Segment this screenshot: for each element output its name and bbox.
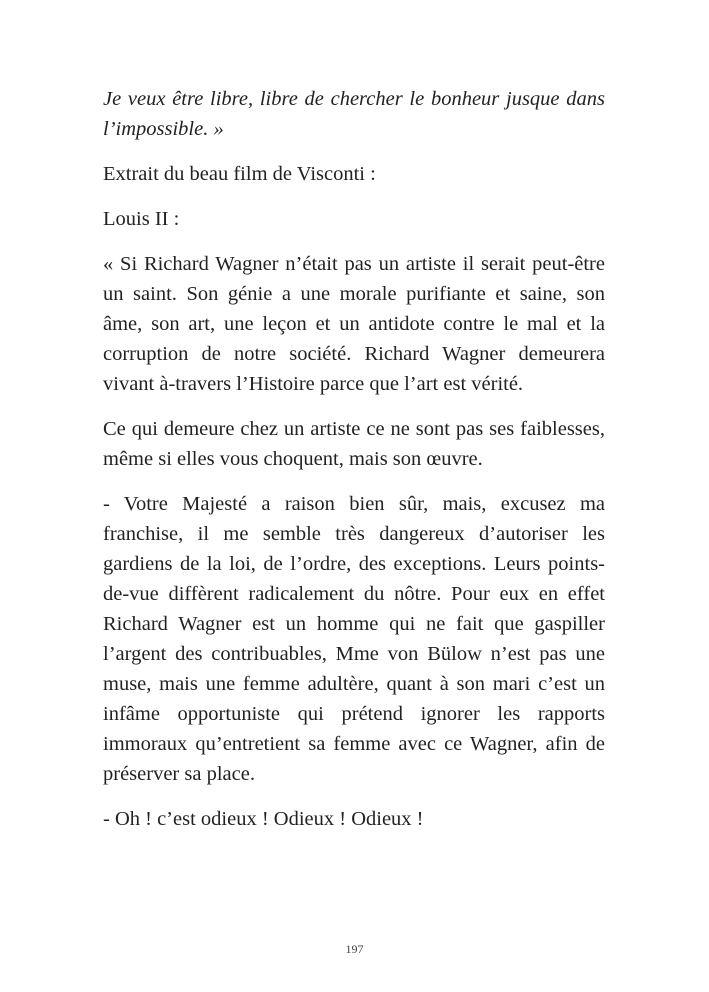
page-number: 197 — [345, 942, 364, 956]
louis-speech-paragraph: « Si Richard Wagner n’était pas un artiste il serait peut-être un saint. Son génie a une morale purifiante et saine, son âme, son art, une leçon et un antidote contre le mal et la corruption de notre société. Richard Wagner demeurera vivant à-travers l’Histoire parce que l’art est vérité. — [103, 253, 605, 395]
exclamation-paragraph: - Oh ! c’est odieux ! Odieux ! Odieux ! — [103, 808, 424, 830]
quote-ending-paragraph: Je veux être libre, libre de chercher le bonheur jusque dans l’impossible. » — [103, 88, 605, 140]
reply-paragraph: - Votre Majesté a raison bien sûr, mais, excusez ma franchise, il me semble très dangereux d’autoriser les gardiens de la loi, de l’ordre, des exceptions. Leurs points-de-vue diffèrent radicalement du nôtre. Pour eux en effet Richard Wagner est un homme qui ne fait que gaspiller l’argent des contribuables, Mme von Bülow n’est pas une muse, mais une femme adultère, quant à son mari c’est un infâme opportuniste qui prétend ignorer les rapports immoraux qu’entretient sa femme avec ce Wagner, afin de préserver sa place. — [103, 493, 605, 785]
paragraph-gap — [103, 189, 605, 204]
page-body — [103, 84, 605, 834]
speaker-label: Louis II : — [103, 208, 180, 230]
paragraph-gap — [103, 399, 605, 414]
artist-paragraph: Ce qui demeure chez un artiste ce ne sont pas ses faiblesses, même si elles vous choquent, mais son œuvre. — [103, 418, 605, 470]
paragraph-gap — [103, 144, 605, 159]
film-extract-intro: Extrait du beau film de Visconti : — [103, 163, 376, 185]
paragraph-gap — [103, 474, 605, 489]
paragraph-gap — [103, 789, 605, 804]
paragraph-gap — [103, 234, 605, 249]
